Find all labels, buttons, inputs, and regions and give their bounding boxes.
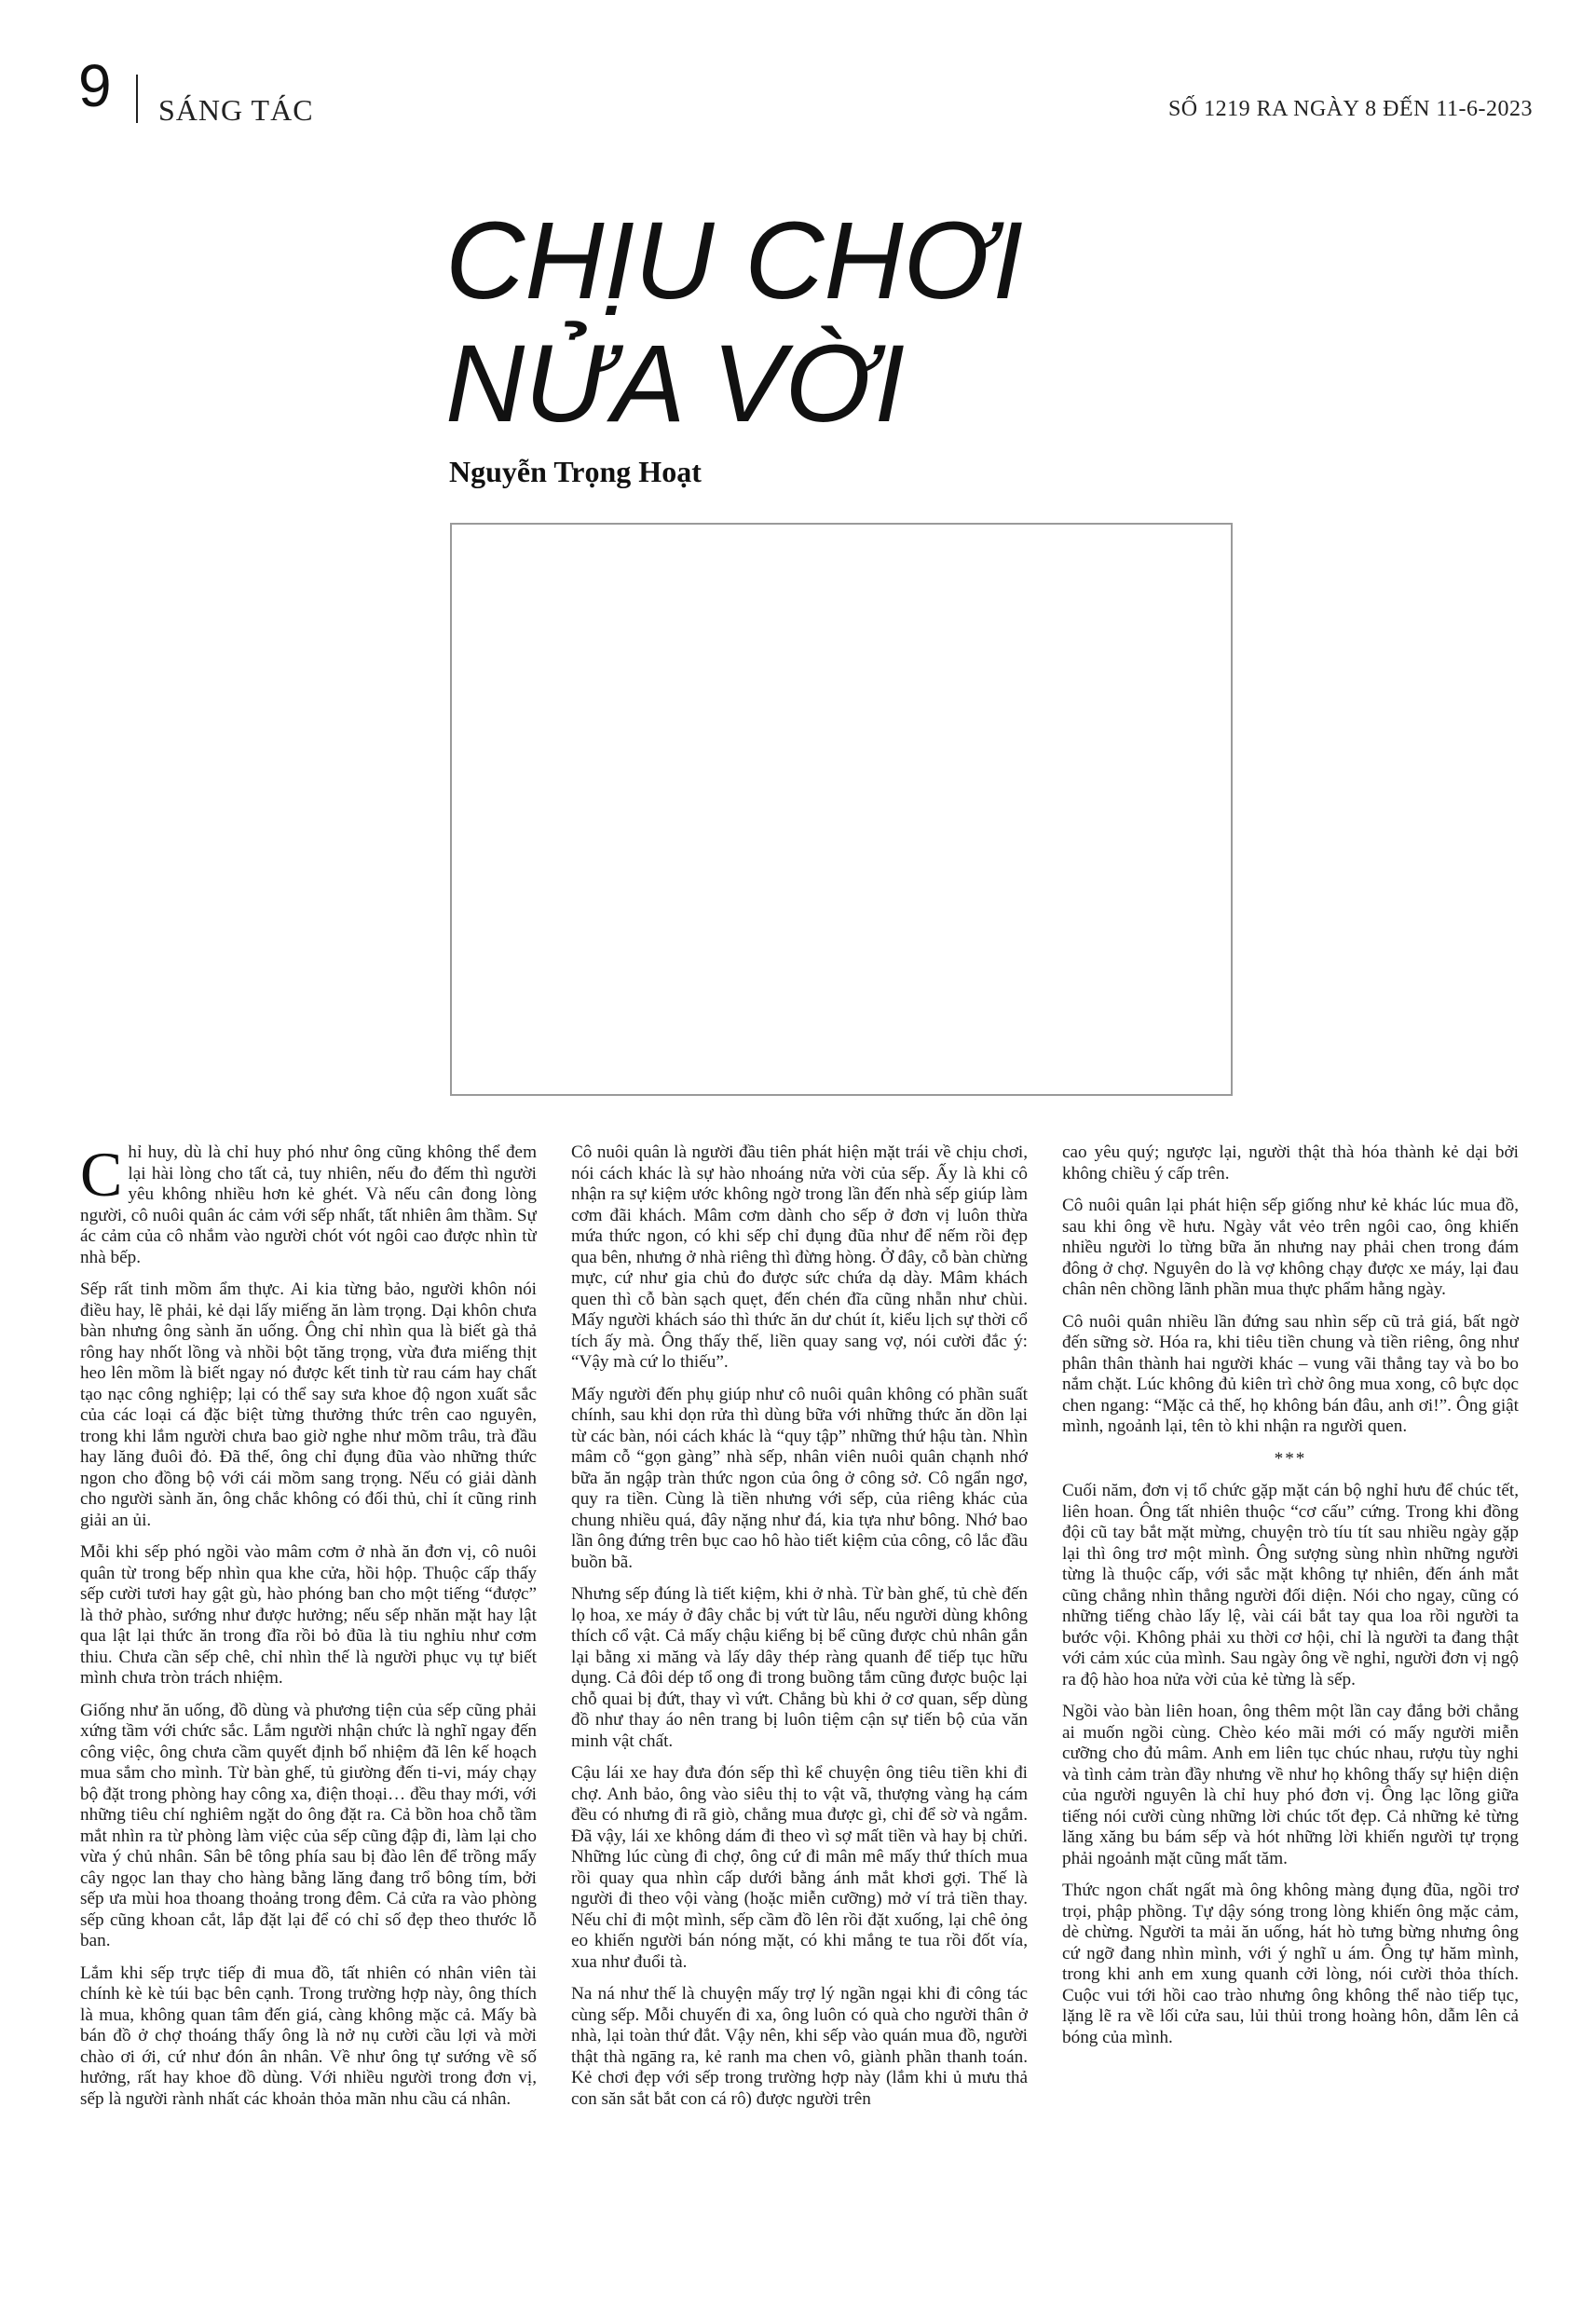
paragraph: Cậu lái xe hay đưa đón sếp thì kể chuyện ông tiêu tiền khi đi chợ. Anh bảo, ông vào siêu thị to vật vã, thượng vàng hạ cám đều có nhưng đi rã giò, chẳng mua được gì, chỉ để sờ và ngắm. Đã vậy, lái xe không dám đi theo vì sợ mất tiền và hay bị chửi. Những lúc cùng đi chợ, ông cứ đi mân mê mấy thứ thích mua rồi quay qua nhìn cấp dưới bằng ánh mắt khơi gợi. Thế là người đi theo vội vàng (hoặc miễn cưỡng) mở ví trả tiền thay. Nếu chỉ đi một mình, sếp cầm đồ lên rồi đặt xuống, lại chê ỏng eo khiến người bán nóng mặt, có khi mắng te tua rồi đốt vía, xua như đuổi tà. (571, 1763, 1028, 1972)
issue-info: SỐ 1219 RA NGÀY 8 ĐẾN 11-6-2023 (1167, 97, 1533, 121)
paragraph: Cuối năm, đơn vị tổ chức gặp mặt cán bộ nghỉ hưu để chúc tết, liên hoan. Ông tất nhiên thuộc “cơ cấu” cứng. Trong khi đồng đội cũ tay bắt mặt mừng, chuyện trò tíu tít sau nhiều ngày gặp lại thì ông trơ một mình. Ông sượng sùng nhìn những người từng là thuộc cấp, với sắc mặt không tự nhiên, đến ánh mắt cũng chẳng nhìn thẳng người đối diện. Nói cho ngay, cũng có những tiếng chào lấy lệ, vài cái bắt tay qua loa rồi người ta bước vội. Không phải xu thời cơ hội, chỉ là người ta đang thật với cảm xúc của mình. Sau ngày ông về nghỉ, người đơn vị ngộ ra độ hào hoa nửa vời của kẻ từng là sếp. (1062, 1481, 1519, 1690)
drop-cap: C (80, 1142, 123, 1210)
text-column-1 (80, 1142, 537, 2279)
title-line-2: NỬA VỜI (445, 322, 906, 445)
paragraph: Ngồi vào bàn liên hoan, ông thêm một lần cay đắng bởi chẳng ai muốn ngồi cùng. Chèo kéo mãi mới có mấy người miễn cưỡng cho đủ mâm. Anh em liên tục chúc nhau, rượu tùy nghi và tình cảm tràn đầy nhưng về như họ không thấy sự hiện diện của người nguyên là chỉ huy phó đơn vị. Ông lạc lõng giữa tiếng nói cười cùng những lời chúc tốt đẹp. Cả những kẻ từng lăng xăng bu bám sếp và hót những lời khiến người tự trọng phải ngoảnh mặt cũng mất tăm. (1062, 1702, 1519, 1868)
paragraph: cao yêu quý; ngược lại, người thật thà hóa thành kẻ dại bởi không chiều ý cấp trên. (1062, 1142, 1519, 1183)
text-column-3 (1062, 1142, 1519, 2279)
article-image-placeholder (450, 523, 1233, 1096)
paragraph: Mấy người đến phụ giúp như cô nuôi quân không có phần suất chính, sau khi dọn rửa thì dùng bữa với những thức ăn dồn lại từ các bàn, nói cách khác là “quy tập” những thứ hậu tàn. Nhìn mâm cỗ “gọn gàng” nhà sếp, nhân viên nuôi quân chạnh nhớ bữa ăn ngập tràn thức ngon của ông ở công sở. Cô ngẩn ngơ, quy ra tiền. Cùng là tiền nhưng với sếp, của riêng khác của chung nhiều quá, đây nặng như đá, kia tựa như bông. Nhớ bao lần ông đứng trên bục cao hô hào tiết kiệm của công, cô lắc đầu buồn bã. (571, 1384, 1028, 1572)
header-divider (136, 75, 138, 123)
title-line-1: CHỊU CHƠI (445, 199, 1024, 322)
article-title (445, 199, 1284, 445)
page-header (0, 0, 1596, 149)
paragraph: Cô nuôi quân nhiều lần đứng sau nhìn sếp cũ trả giá, bất ngờ đến sững sờ. Hóa ra, khi tiêu tiền chung và tiền riêng, ông như phân thân thành hai người khác – vung vãi thẳng tay và bo bo nắm chặt. Lúc không đủ kiên trì chờ ông mua xong, cô bực dọc chen ngang: “Mặc cả thế, họ không bán đâu, anh ơi!”. Ông giật mình, ngoảnh lại, tên tò khi nhận ra người quen. (1062, 1311, 1519, 1436)
page-number: 9 (78, 52, 112, 119)
article-author: Nguyễn Trọng Hoạt (449, 455, 702, 488)
paragraph: Giống như ăn uống, đồ dùng và phương tiện của sếp cũng phải xứng tầm với chức sắc. Lắm người nhận chức là nghĩ ngay đến công việc, ông chưa cầm quyết định bổ nhiệm đã lên kế hoạch mua sắm cho mình. Từ bàn ghế, tủ giường đến ti-vi, máy chạy bộ đặt trong phòng hay công xa, điện thoại… đều thay mới, với những tiêu chí nghiêm ngặt do ông đặt ra. Cả bồn hoa chỗ tầm mắt nhìn ra từ phòng làm việc của sếp cũng đập đi, làm lại cho vừa ý chủ nhân. Sân bê tông phía sau bị đào lên để trồng mấy cây ngọc lan thay cho hàng bằng lăng đang trổ bông tím, bởi sếp ưa mùi hoa thoang thoảng trong đêm. Cả cửa ra vào phòng sếp cũng khoan cắt, lắp đặt lại để có chỉ số đẹp theo thước lỗ ban. (80, 1700, 537, 1950)
paragraph: Nhưng sếp đúng là tiết kiệm, khi ở nhà. Từ bàn ghế, tủ chè đến lọ hoa, xe máy ở đây chắc bị vứt từ lâu, nếu người dùng không thích cổ vật. Cả mấy chậu kiểng bị bể cũng được chủ nhân gắn lại bằng xi măng và lấy dây thép ràng quanh để tiếp tục hữu dụng. Cả đôi dép tổ ong đi trong buồng tắm cũng được buộc lại chỗ quai bị đứt, thay vì vứt. Chẳng bù khi ở cơ quan, sếp dùng đồ như thay áo nên trang bị luôn tiệm cận sự tiến bộ của văn minh vật chất. (571, 1584, 1028, 1751)
text-column-2 (571, 1142, 1028, 2279)
article-body (80, 1142, 1534, 2279)
first-paragraph-text: hỉ huy, dù là chỉ huy phó như ông cũng không thể đem lại hài lòng cho tất cả, tuy nhiên, nếu đo đếm thì người yêu không nhiều hơn kẻ ghét. Và nếu cân đong lòng người, cô nuôi quân ác cảm với sếp nhất, tất nhiên âm thầm. Sự ác cảm của cô nhắm vào người chót vót ngôi cao được nhìn từ nhà bếp. (80, 1142, 537, 1267)
paragraph: Na ná như thế là chuyện mấy trợ lý ngần ngại khi đi công tác cùng sếp. Mỗi chuyến đi xa, ông luôn có quà cho người thân ở nhà, lại toàn thứ đắt. Vậy nên, khi sếp vào quán mua đồ, người thật thà ngāng ra, kẻ ranh ma chen vô, giành phần thanh toán. Kẻ chơi đẹp với sếp trong trường hợp này (lắm khi ủ mưu thả con săn sắt bắt con cá rô) được người trên (571, 1984, 1028, 2109)
paragraph: Cô nuôi quân là người đầu tiên phát hiện mặt trái về chịu chơi, nói cách khác là sự hào nhoáng nửa vời của sếp. Ấy là khi cô nhận ra sự kiệm ước không ngờ trong lần đến nhà sếp giúp làm cơm đãi khách. Mâm cơm dành cho sếp ở đơn vị luôn thừa mứa thức ngon, có khi sếp chỉ đụng đũa như để nếm rồi đẹp qua bên, nhưng ở nhà riêng thì đừng hòng. Ở đây, cỗ bàn chừng mực, cứ như gia chủ đo được sức chứa dạ dày. Mâm khách quen thì cỗ bàn sạch quẹt, đến chén đĩa cũng nhẵn như chùi. Mấy người khách sáo thì thức ăn dư chút ít, kiểu lịch sự thời cổ tích ấy mà. Ông thấy thế, liền quay sang vợ, nói cười đắc ý: “Vậy mà cứ lo thiếu”. (571, 1142, 1028, 1372)
paragraph: Lắm khi sếp trực tiếp đi mua đồ, tất nhiên có nhân viên tài chính kè kè túi bạc bên cạnh. Trong trường hợp này, ông thích là mua, không quan tâm đến giá, càng không mặc cả. Mấy bà bán đồ ở chợ thoáng thấy ông là nở nụ cười cầu lợi và mời chào ơi ới, cứ như đón ân nhân. Về như ông tự sướng về số hưởng, rất hay khoe đồ dùng. Với nhiều người trong đơn vị, sếp là người rành nhất các khoản thỏa mãn nhu cầu cá nhân. (80, 1963, 537, 2109)
paragraph: Cô nuôi quân lại phát hiện sếp giống như kẻ khác lúc mua đồ, sau khi ông về hưu. Ngày vắt vẻo trên ngôi cao, ông khiến nhiều người lo từng bữa ăn nhưng nay phải chen trong đám đông ở chợ. Nguyên do là vợ không chạy được xe máy, lại đau chân nên chồng lãnh phần mua thực phẩm hằng ngày. (1062, 1196, 1519, 1299)
paragraph: Mỗi khi sếp phó ngồi vào mâm cơm ở nhà ăn đơn vị, cô nuôi quân từ trong bếp nhìn qua khe cửa, hồi hộp. Thuộc cấp thấy sếp cười tươi hay gật gù, hào phóng ban cho một tiếng “được” là thở phào, sướng như được hưởng; nếu sếp nhăn mặt hay lật qua lật lại thức ăn trong đĩa rồi bỏ đũa là tiu nghỉu như cơm thiu. Chưa cần sếp chê, chỉ nhìn thế là người phục vụ tự biết mình chưa tròn trách nhiệm. (80, 1542, 537, 1688)
section-separator: *** (1274, 1448, 1307, 1469)
paragraph: Thức ngon chất ngất mà ông không màng đụng đũa, ngồi trơ trọi, phập phồng. Tự dậy sóng trong lòng khiến ông mặc cảm, dè chừng. Người ta mải ăn uống, hát hò tưng bừng nhưng ông cứ ngỡ đang nhìn mình, với ý nghĩ u ám. Ông tự hăm mình, trong khi anh em xung quanh cởi lòng, nói cười thỏa thích. Cuộc vui tới hồi cao trào nhưng ông không thể nào tiếp tục, lặng lẽ ra về lối cửa sau, lủi thủi trong hoàng hôn, dẫm lên cả bóng của mình. (1062, 1881, 1519, 2047)
section-name: SÁNG TÁC (158, 93, 314, 127)
paragraph (80, 1142, 537, 1268)
paragraph: Sếp rất tinh mồm ẩm thực. Ai kia từng bảo, người khôn nói điều hay, lẽ phải, kẻ dại lấy miếng ăn làm trọng. Dại khôn chưa bàn nhưng ông sành ăn uống. Ông chỉ nhìn qua là biết gà thả rông hay nhốt lồng và nhồi bột tăng trọng, vừa đưa miếng thịt heo lên mồm là biết ngay nó được kết tinh từ rau cám hay chất tạo nạc công nghiệp; lại có thể say sưa khoe độ ngon xuất sắc của các loại cá đặc biệt từng thưởng thức trên cao nguyên, trong khi lắm người chưa bao giờ nghe như mõm trâu, trà đầu hay lăng đuôi đỏ. Đã thế, ông chỉ đụng đũa vào những thức ngon cho đồng bộ với cái mồm sang trọng. Nếu có giải dành cho người sành ăn, ông chắc không có đối thủ, chỉ ít cũng rinh giải an ủi. (80, 1279, 537, 1530)
